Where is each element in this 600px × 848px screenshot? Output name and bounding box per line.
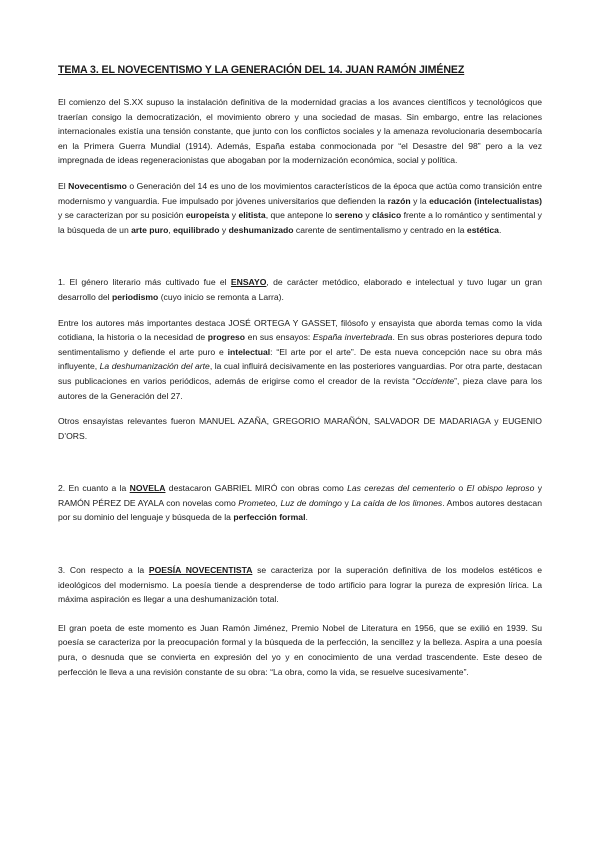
- otros-ensayistas-paragraph: Otros ensayistas relevantes fueron MANUEL AZAÑA, GREGORIO MARAÑÓN, SALVADOR DE MADARIAGA y EUGENIO D’ORS.: [58, 416, 542, 441]
- juan-ramon-jimenez-paragraph: El gran poeta de este momento es Juan Ramón Jiménez, Premio Nobel de Literatura en 1956, que se exilió en 1939. Su poesía se caracteriza por la preocupación formal y la búsqueda de la perfección, la sencillez y la belleza. Aspira a una poesía pura, o desnuda que se convierta en expresión del yo y en conocimiento de una verdad trascendente. Este deseo de perfección le lleva a una revisión constante de su obra: “La obra, como la vida, se resuelve sucesivamente”.: [58, 622, 542, 677]
- poesia-paragraph: 3. Con respecto a la POESÍA NOVECENTISTA se caracteriza por la superación definitiva de los modelos estéticos e ideológicos del modernismo. La poesía tiende a desprenderse de todo artificio para lograr la pureza de expresión lírica. La máxima aspiración es llegar a una deshumanización total.: [58, 565, 542, 605]
- intro-paragraph: El comienzo del S.XX supuso la instalación definitiva de la modernidad gracias a los avances científicos y tecnológicos que traerían consigo la democratización, el movimiento obrero y una sociedad de masas. Sin embargo, entre las relaciones internacionales existía una tensión constante, que junto con los conflictos sociales y la amenaza revolucionaria desembocaría en la Primera Guerra Mundial (1914). Además, España estaba conmocionada por “el Desastre del 98” pero a la vez impregnada de ideas regeneracionistas que abogaban por la modernización económica, social y política.: [58, 97, 542, 166]
- document-title: TEMA 3. EL NOVECENTISMO Y LA GENERACIÓN DEL 14. JUAN RAMÓN JIMÉNEZ: [58, 64, 465, 76]
- ortega-paragraph: Entre los autores más importantes destaca JOSÉ ORTEGA Y GASSET, filósofo y ensayista que aborda temas como la vida cotidiana, la historia o la necesidad de progreso en sus ensayos: España invertebrada. En sus obras posteriores depura todo sentimentalismo y defiende el arte puro e intelectual: “El arte por el arte”. De esta nueva concepción nace su obra más influyente, La deshumanización del arte, la cual influirá decisivamente en las posteriores vanguardias. Por otra parte, destacan sus publicaciones en varios periódicos, además de erigirse como el creador de la revista “Occidente”, pieza clave para los autores de la Generación del 27.: [58, 317, 543, 401]
- document-page: [58, 64, 542, 679]
- definition-paragraph: El Novecentismo o Generación del 14 es uno de los movimientos característicos de la época que actúa como transición entre modernismo y vanguardia. Fue impulsado por jóvenes universitarios que defienden la razón y la educación (intelectualistas) y se caracterizan por su posición europeísta y elitista, que antepone lo sereno y clásico frente a lo romántico y sentimental y la búsqueda de un arte puro, equilibrado y deshumanizado carente de sentimentalismo y centrado en la estética.: [58, 180, 542, 235]
- novela-paragraph: 2. En cuanto a la NOVELA destacaron GABRIEL MIRÓ con obras como Las cerezas del cementerio o El obispo leproso y RAMÓN PÉREZ DE AYALA con novelas como Prometeo, Luz de domingo y La caída de los limones. Ambos autores destacan por su dominio del lenguaje y búsqueda de la perfección formal.: [58, 483, 543, 523]
- ensayo-paragraph: 1. El género literario más cultivado fue el ENSAYO, de carácter metódico, elaborado e intelectual y tuvo lugar un gran desarrollo del periodismo (cuyo inicio se remonta a Larra).: [58, 277, 542, 302]
